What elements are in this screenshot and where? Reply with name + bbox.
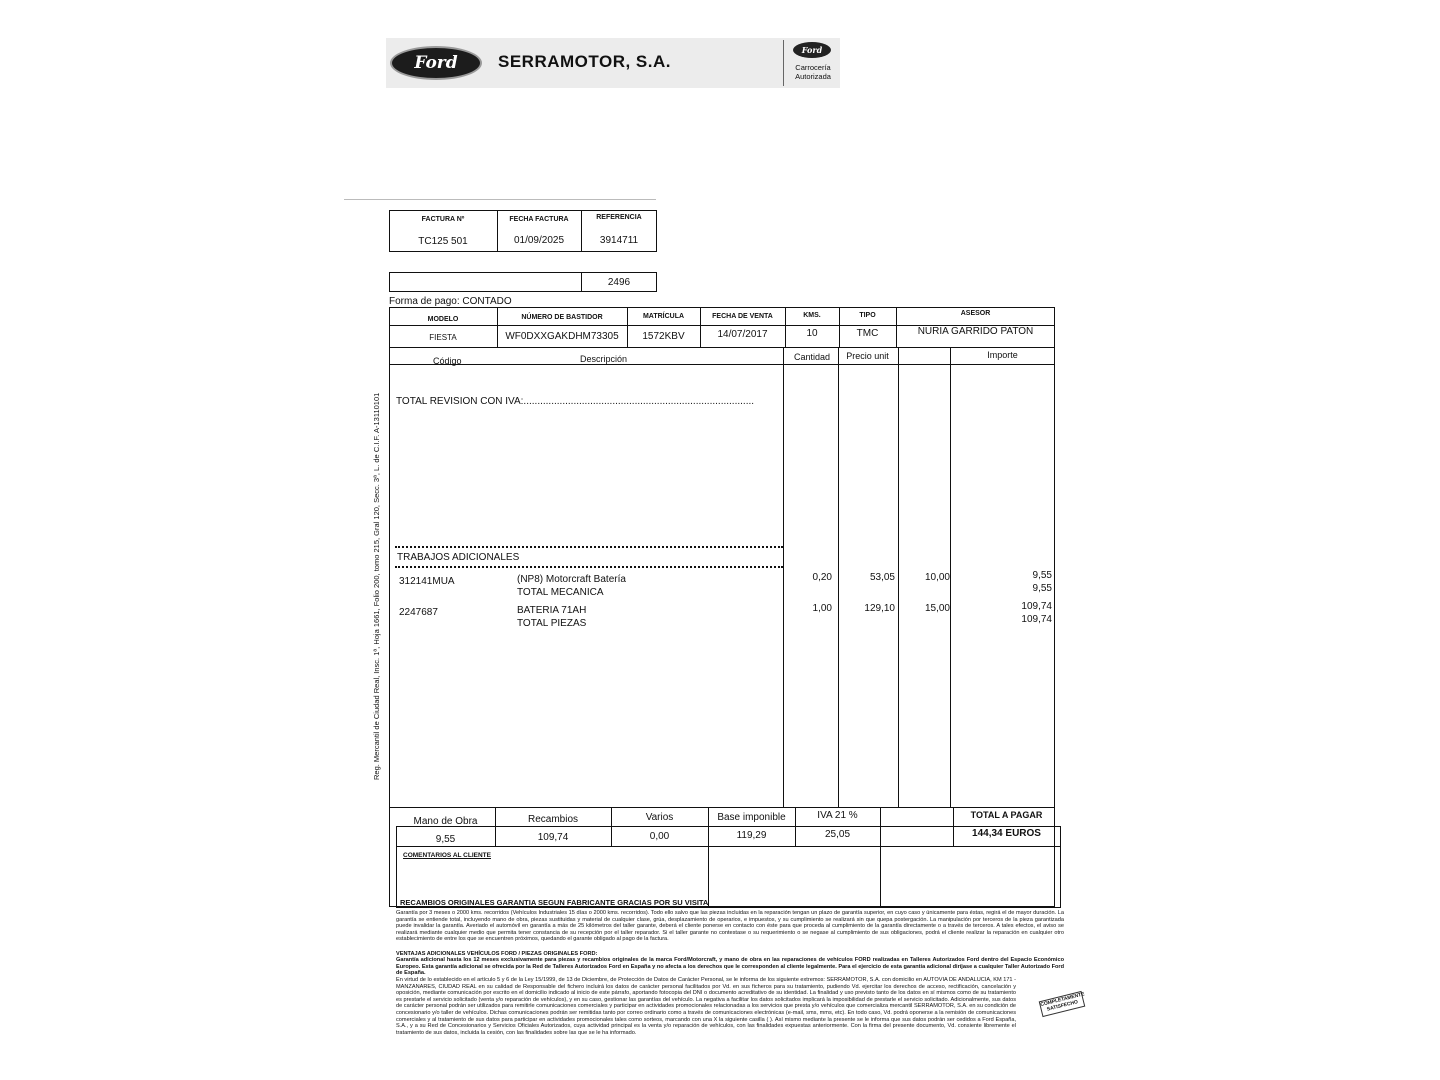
row-line: [389, 347, 1055, 348]
comments-label: COMENTARIOS AL CLIENTE: [403, 852, 491, 859]
advisor-value: NURIA GARRIDO PATON: [917, 326, 1034, 337]
row-line: [389, 807, 1055, 808]
model-label: MODELO: [427, 316, 459, 323]
reference-label: REFERENCIA: [596, 214, 642, 221]
model-value: FIESTA: [429, 333, 457, 342]
ford-badge-logo: [793, 42, 831, 58]
vin-value: WF0DXXGAKDHM73305: [505, 331, 619, 342]
advisor-label: ASESOR: [960, 310, 991, 317]
ford-logo-text: Ford: [414, 53, 458, 73]
row-line: [396, 907, 1061, 908]
item-subtotal: 109,74: [1021, 614, 1052, 625]
payment-method: Forma de pago: CONTADO: [389, 296, 512, 307]
advantages-title: VENTAJAS ADICIONALES VEHÍCULOS FORD / PIEZAS ORIGINALES FORD:: [396, 951, 598, 957]
dotted-separator: [395, 566, 783, 568]
column-line: [1060, 826, 1061, 908]
parts-label: Recambios: [527, 814, 579, 825]
total-revision-line: TOTAL REVISION CON IVA:...................................................................................: [396, 396, 755, 407]
advantages-text: Garantía adicional hasta los 12 meses exclusivamente para piezas y recambios originales de la marca Ford/Motorcraft, y mano de obra en las reparaciones de vehículos FORD realizadas en Talleres Autorizados Ford dentro del Espacio Económico Europeo. Esta garantía adicional se ofrecida por la Red de Talleres Autorizados Ford en España y no afecta a los derechos que le corresponden al cliente legalmente. Para el ejercicio de esta garantía adicional diríjase a cualquier Taller Autorizado Ford de España.: [396, 957, 1064, 977]
item-quantity: 1,00: [812, 603, 832, 614]
column-line: [783, 347, 784, 807]
item-amount: 109,74: [1021, 601, 1052, 612]
carroceria-text: Carrocería Autorizada: [795, 63, 831, 81]
invoice-date: 01/09/2025: [513, 235, 565, 246]
item-subtotal-label: TOTAL PIEZAS: [517, 618, 587, 629]
item-description: (NP8) Motorcraft Batería: [517, 574, 626, 585]
labor-label: Mano de Obra: [413, 816, 478, 827]
labor-value: 9,55: [435, 834, 456, 845]
description-header: Descripción: [580, 354, 628, 364]
misc-label: Varios: [645, 812, 674, 823]
ford-logo: [390, 46, 482, 80]
tax-base-value: 119,29: [736, 830, 767, 841]
misc-value: 0,00: [649, 831, 670, 842]
type-label: TIPO: [859, 312, 876, 319]
item-amount: 9,55: [1032, 570, 1052, 581]
additional-works-title: TRABAJOS ADICIONALES: [397, 552, 520, 563]
item-code: 312141MUA: [399, 576, 455, 587]
privacy-text: En virtud de lo establecido en el artículo 5 y 6 de la Ley 15/1999, de 13 de Diciembre, de Protección de Datos de Carácter Personal, se le informa de los siguiente extremos: SERRAMOTOR, S.A. con domicilio en AUTOVIA DE ANDALUCIA, KM 171 - MANZANARES, CIUDAD REAL en su calidad de Responsable del fichero incluirá los datos de carácter personal facilitados por Vd. en sus ficheros para su tratamiento, pudiendo Vd. ejercitar los derechos de acceso, rectificación, cancelación y oposición, mediante comunicación por escrito en el domicilio indicado al inicio de este párrafo, aportando fotocopia del DNI o documento acreditativo de su identidad. La finalidad y uso previsto tanto de los datos en sí mismos como de su tratamiento es prestarle el servicio solicitado (venta y/o reparación de vehículos), y en su caso, gestionar las garantías del vehículo. La negativa a facilitar los datos solicitados implicará la imposibilidad de prestarle el servicio solicitado. Adicionalmente, sus datos de carácter personal podrán ser utilizados para remitirle comunicaciones comerciales y participar en actividades promocionales relacionadas a los servicios que presta y/o vehículos que comercializa mercantil SERRAMOTOR, S.A. en su condición de concesionario y/o taller de vehículos. Dichas comunicaciones podrán ser remitidas tanto por correo ordinario como a través de comunicaciones electrónicas (e-mail, sms, mms, etc). En todo caso, Vd. podrá oponerse a la remisión de comunicaciones comerciales y al tratamiento de sus datos para participar en actividades promocionales tales como sorteos, marcando con una X la siguiente casilla ( ). Así mismo mediante la presente se le informa que sus datos podrán ser cedidos a Ford España, S.A., y a su Red de Concesionarios y Servicios Oficiales Autorizados, cuya actividad principal es la venta y/o reparación de vehículos, con las finalidades expuestas anteriormente. Con la firma del presente documento, Vd. consiente libremente el tratamiento de sus datos, incluida la cesión, con las finalidades sobre las que se le ha informado.: [396, 977, 1016, 1036]
total-value: 144,34 EUROS: [972, 828, 1041, 839]
item-description: BATERIA 71AH: [517, 605, 587, 616]
item-code: 2247687: [399, 607, 438, 618]
item-quantity: 0,20: [812, 572, 832, 583]
original-parts-note: RECAMBIOS ORIGINALES GARANTIA SEGUN FABRICANTE GRACIAS POR SU VISITA: [400, 898, 709, 907]
row-line: [389, 364, 1055, 365]
row-line: [396, 846, 1061, 847]
amount-header: Importe: [987, 350, 1018, 360]
vat-value: 25,05: [824, 829, 851, 840]
dotted-separator: [395, 546, 783, 548]
code-header: Código: [433, 356, 462, 366]
client-code: 2496: [607, 277, 631, 288]
unit-price-header: Precio unit: [846, 351, 889, 361]
item-subtotal: 9,55: [1032, 583, 1052, 594]
kms-label: KMS.: [803, 312, 821, 319]
ford-badge-logo-text: Ford: [801, 45, 823, 55]
column-line: [880, 807, 881, 907]
parts-value: 109,74: [537, 832, 569, 843]
kms-value: 10: [806, 328, 818, 339]
sale-date-value: 14/07/2017: [717, 329, 768, 340]
type-value: TMC: [856, 328, 879, 339]
item-discount: 15,00: [924, 603, 950, 614]
item-unit-price: 129,10: [864, 603, 895, 614]
item-subtotal-label: TOTAL MECANICA: [517, 587, 604, 598]
invoice-date-label: FECHA FACTURA: [509, 216, 569, 223]
quantity-header: Cantidad: [793, 352, 831, 362]
warranty-text: Garantía por 3 meses o 2000 kms. recorridos (Vehículos Industriales 15 días o 2000 kms. recorridos). Todo ello salvo que las piezas incluidas en la reparación tengan un plazo de garantía superior, en cuyo caso y únicamente para éstas, regirá el de mayor duración. La garantía se entiende total, incluyendo mano de obra, piezas sustituidas y material de cualquier clase, grúa, desplazamiento de operarios, e impuestos, y su cumplimiento se realizará sin que quepa postergación. La manipulación por terceros de la pieza garantizada puede invalidar la garantía. Averiado el automóvil en garantía a más de 25 kilómetros del taller garante, deberá el cliente ponerse en contacto con éste para que proceda al cumplimiento de la garantía directamente o a través de terceros. A tales efectos, el aviso se realizará mediante cualquier medio que permita tener constancia de su recepción por el taller reparador. Si el taller garante no contestase o su requerimiento o se negase al cumplimiento de sus obligaciones, podrá el cliente realizar la reparación en cualquier otro establecimiento de entre los que se encuentren próximos, quedando el garante obligado al pago de la factura.: [396, 910, 1064, 943]
invoice-number-label: FACTURA Nº: [421, 216, 465, 223]
registry-text: Reg. Mercantil de Ciudad Real, Insc. 1ª, Hoja 1661, Folio 200, tomo 215, Gral 120, Secc. 3ª, L. de C.I.F. A-13110101: [372, 392, 381, 780]
satisfaction-stamp: COMPLETAMENTE SATISFECHO: [1039, 991, 1086, 1017]
sale-date-label: FECHA DE VENTA: [712, 313, 773, 320]
reference-number: 3914711: [599, 235, 639, 246]
vin-label: NÚMERO DE BASTIDOR: [521, 314, 603, 321]
vat-label: IVA 21 %: [817, 810, 858, 821]
invoice-number: TC125 501: [418, 236, 468, 247]
item-discount: 10,00: [924, 572, 950, 583]
company-name: SERRAMOTOR, S.A.: [498, 52, 671, 71]
scan-line: [344, 199, 656, 200]
plate-label: MATRÍCULA: [642, 313, 685, 320]
item-unit-price: 53,05: [869, 572, 895, 583]
plate-value: 1572KBV: [642, 331, 685, 342]
tax-base-label: Base imponible: [717, 812, 786, 823]
total-label: TOTAL A PAGAR: [970, 810, 1043, 820]
